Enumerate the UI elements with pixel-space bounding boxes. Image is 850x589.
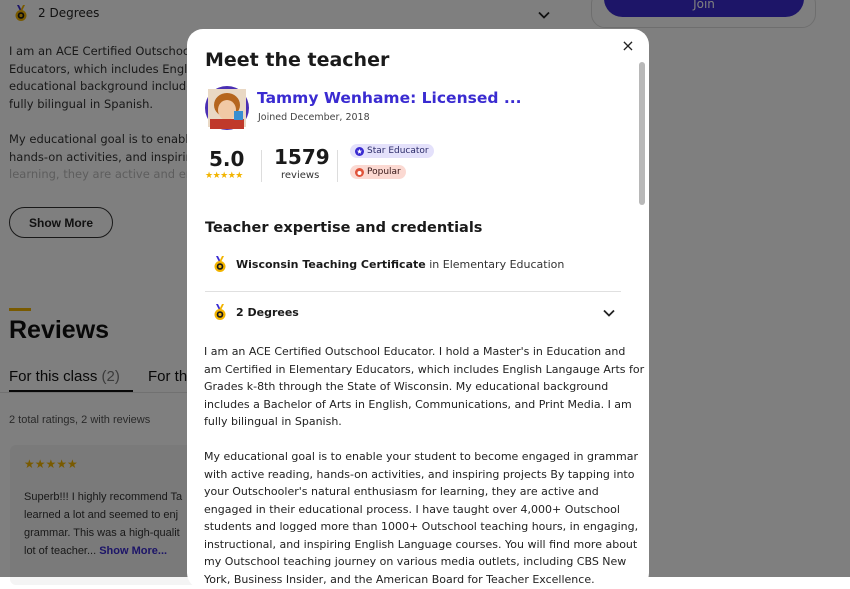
degrees-toggle[interactable] — [211, 303, 299, 321]
teacher-photo — [208, 89, 246, 127]
popular-badge: Popular — [350, 165, 406, 179]
expertise-title: Teacher expertise and credentials — [205, 220, 483, 236]
meet-teacher-modal — [187, 29, 649, 589]
certificate-name: Wisconsin Teaching Certificate — [236, 257, 426, 271]
stat-divider — [261, 150, 262, 182]
medal-icon — [211, 255, 229, 273]
certificate-field: Elementary Education — [442, 257, 565, 271]
divider — [205, 291, 621, 292]
star-badge-icon — [355, 147, 364, 156]
bio-paragraph-2: My educational goal is to enable your student to become engaged in grammar with active reading, hands-on activities, and inspiring projects By tapping into your Outschooler's natural enthusiasm for learning, they are active and engaged in their educational process. I have taught over 4,000+ Outschool students and logged more than 1000+ Outschool teaching hours, in engaging, instructional, and inspiring English Language courses. You will find more about my Outschool teaching journey on various media outlets, including CBS New York, Business Insider, and the American Board for Teacher Excellence. — [204, 450, 639, 586]
modal-scrollbar[interactable] — [639, 62, 645, 205]
teacher-name-link[interactable]: Tammy Wenhame: Licensed ... — [257, 89, 522, 107]
joined-date: Joined December, 2018 — [258, 112, 370, 123]
reviews-label: reviews — [281, 170, 320, 181]
popular-badge-icon — [355, 168, 364, 177]
bio-paragraph-1: I am an ACE Certified Outschool Educator. I hold a Master's in Education and am Certified in Elementary Educators, which includes English Langauge Arts for Grades k-8th through the State of Wisconsin. My educational background includes a Bachelor of Arts in English, Communications, and Print Media. I am fully bilingual in Spanish. — [204, 345, 645, 428]
stat-divider — [337, 150, 338, 182]
degrees-label: 2 Degrees — [236, 305, 299, 319]
star-educator-badge: Star Educator — [350, 144, 434, 158]
rating-value: 5.0 — [209, 147, 245, 171]
rating-stars: ★★★★★ — [205, 171, 243, 181]
medal-icon — [211, 303, 229, 321]
review-count: 1579 — [274, 145, 330, 169]
modal-title: Meet the teacher — [205, 49, 390, 71]
chevron-down-icon[interactable] — [602, 306, 616, 320]
close-icon[interactable]: × — [621, 36, 635, 55]
certificate-row: Wisconsin Teaching Certificate in Elementary Education — [211, 255, 564, 273]
teacher-avatar[interactable] — [205, 86, 249, 130]
